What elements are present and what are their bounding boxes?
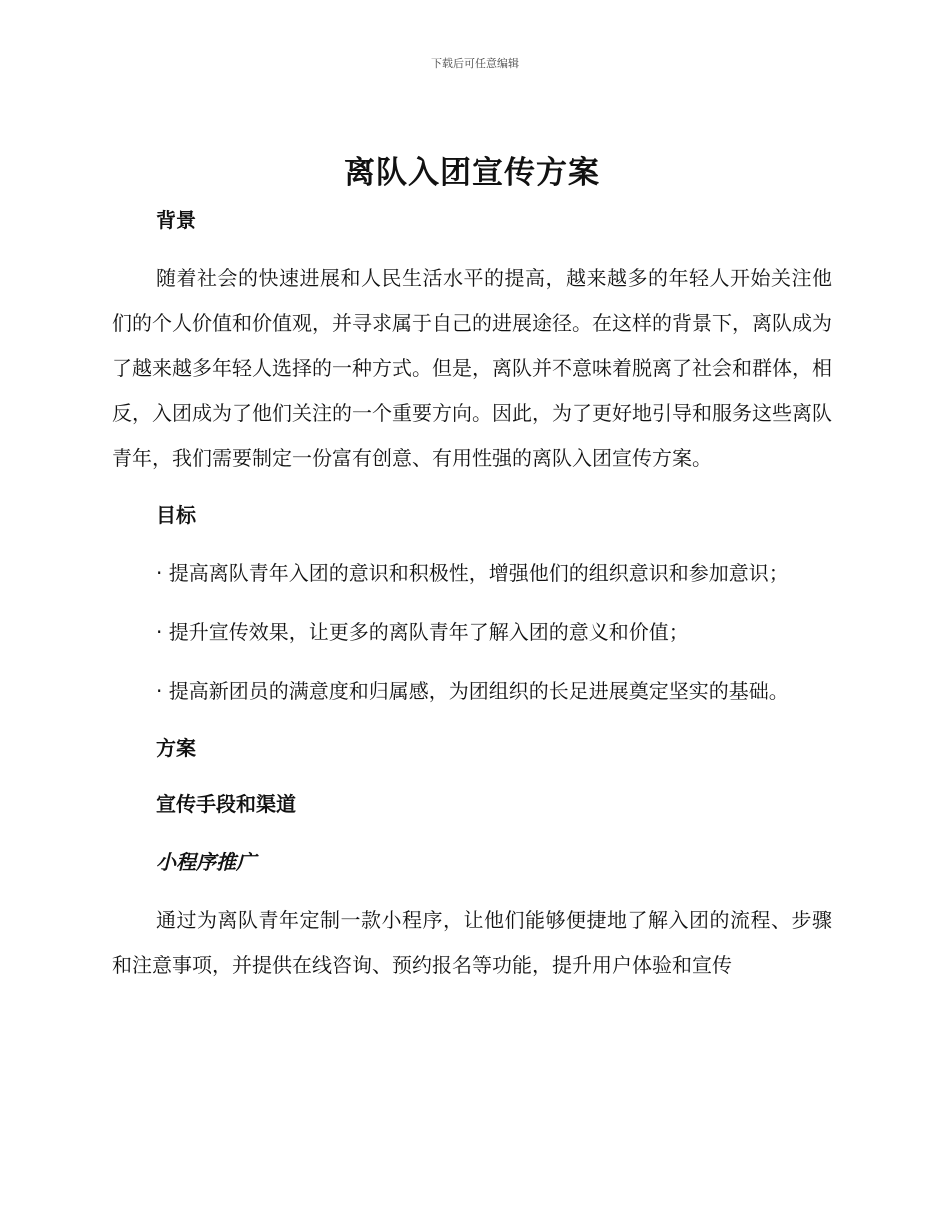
goal-item: · 提高新团员的满意度和归属感，为团组织的长足进展奠定坚实的基础。 xyxy=(156,679,789,703)
section-heading-plan: 方案 xyxy=(156,736,196,760)
page-header-note: 下载后可任意编辑 xyxy=(431,57,519,70)
section-heading-background: 背景 xyxy=(156,208,196,232)
document-body xyxy=(112,148,832,988)
document-title: 离队入团宣传方案 xyxy=(344,155,600,191)
miniprogram-paragraph: 通过为离队青年定制一款小程序，让他们能够便捷地了解入团的流程、步骤和注意事项，并提供在线咨询、预约报名等功能，提升用户体验和宣传 xyxy=(112,908,832,977)
subsection-title-miniprogram: 小程序推广 xyxy=(156,850,256,874)
goal-item: · 提高离队青年入团的意识和积极性，增强他们的组织意识和参加意识； xyxy=(156,561,789,585)
goal-item: · 提升宣传效果，让更多的离队青年了解入团的意义和价值； xyxy=(156,620,689,644)
subsection-heading-channels: 宣传手段和渠道 xyxy=(156,792,296,816)
section-heading-goals: 目标 xyxy=(156,503,196,527)
background-paragraph: 随着社会的快速进展和人民生活水平的提高，越来越多的年轻人开始关注他们的个人价值和价值观，并寻求属于自己的进展途径。在这样的背景下，离队成为了越来越多年轻人选择的一种方式。但是，离队并不意味着脱离了社会和群体，相反，入团成为了他们关注的一个重要方向。因此，为了更好地引导和服务这些离队青年，我们需要制定一份富有创意、有用性强的离队入团宣传方案。 xyxy=(112,266,832,470)
